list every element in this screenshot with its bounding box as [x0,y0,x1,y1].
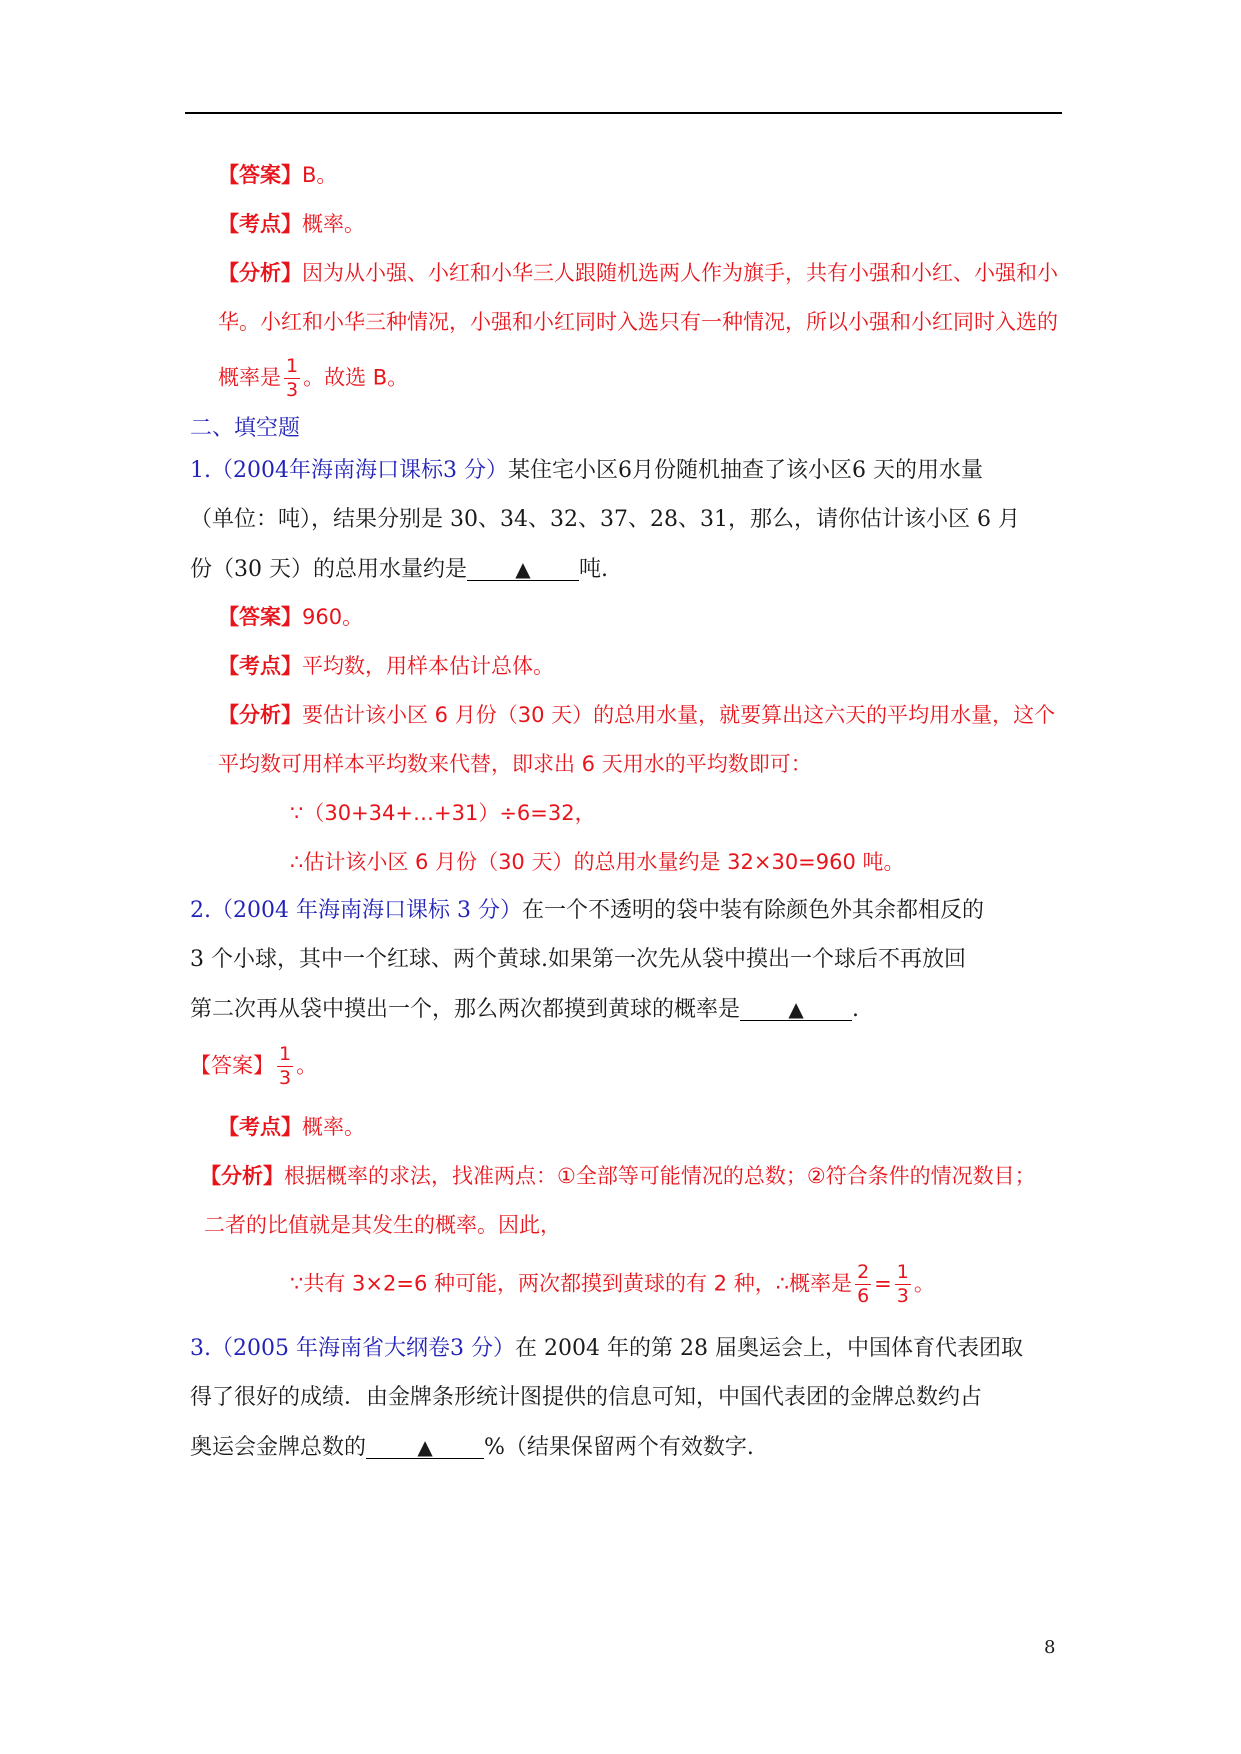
q2-calc-line: ∵共有 3×2=6 种可能，两次都摸到黄球的有 2 种，∴概率是 $\frac{2}{6}$ = $\frac{1}{3}$ 。 [290,1261,935,1307]
q3-number: 3. [190,1336,211,1361]
answer-blank: ▲ [366,1432,484,1459]
point-tag: 【考点】 [218,212,302,236]
q2-number: 2. [190,898,211,923]
answer-tag: 【答案】 [218,163,302,187]
prev-analysis-line2: 华。小红和小华三种情况，小强和小红同时入选只有一种情况，所以小强和小红同时入选的 [218,310,1058,334]
q1-answer: 【答案】960。 [218,605,364,629]
q2-analysis-line1: 【分析】根据概率的求法，找准两点：①全部等可能情况的总数；②符合条件的情况数目； [200,1164,1036,1188]
answer-value: B。 [302,163,338,187]
q3-source: （2005 年海南省大纲卷3 分） [211,1336,515,1361]
header-rule [185,112,1062,114]
q1-calc-line2: ∴估计该小区 6 月份（30 天）的总用水量约是 32×30=960 吨。 [290,850,905,874]
q1-number: 1. [190,458,211,483]
fraction: $\frac{1}{3}$ [896,1261,909,1307]
answer-blank: ▲ [467,554,579,581]
q3-stem-line2: 得了很好的成绩．由金牌条形统计图提供的信息可知，中国代表团的金牌总数约占 [190,1385,983,1410]
q1-analysis-line1: 【分析】要估计该小区 6 月份（30 天）的总用水量，就要算出这六天的平均用水量，这个 [218,703,1056,727]
q3-stem-line3: 奥运会金牌总数的 ▲ %（结果保留两个有效数字. [190,1432,754,1463]
prev-point [218,209,365,239]
fraction: $\frac{1}{3}$ [279,1043,292,1089]
q2-point: 【考点】概率。 [218,1115,365,1139]
analysis-tag: 【分析】 [218,261,302,285]
q2-stem-line3: 第二次再从袋中摸出一个，那么两次都摸到黄球的概率是 ▲ . [190,994,859,1025]
q1-stem-line1: 1.（2004年海南海口课标3 分）某住宅小区6月份随机抽查了该小区6 天的用水量 [190,458,983,483]
answer-blank: ▲ [740,994,852,1021]
prev-analysis-line1: 【分析】因为从小强、小红和小华三人跟随机选两人作为旗手，共有小强和小红、小强和小 [218,261,1058,285]
q3-stem-line1: 3.（2005 年海南省大纲卷3 分）在 2004 年的第 28 届奥运会上，中国体育代表团取 [190,1336,1023,1361]
q1-stem-line2: （单位：吨），结果分别是 30、34、32、37、28、31，那么，请你估计该小区 6 月 [190,507,1020,532]
point-value: 概率。 [302,212,365,236]
q2-stem-line2: 3 个小球，其中一个红球、两个黄球.如果第一次先从袋中摸出一个球后不再放回 [190,947,966,972]
page-number: 8 [1044,1637,1056,1658]
q1-point: 【考点】平均数，用样本估计总体。 [218,654,554,678]
q2-analysis-line2: 二者的比值就是其发生的概率。因此， [204,1213,561,1237]
prev-analysis-line3: 概率是 $\frac{1}{3}$ 。故选 B。 [218,355,409,401]
q1-calc-line1: ∵（30+34+…+31）÷6=32， [290,801,596,825]
q1-source: （2004年海南海口课标3 分） [211,458,508,483]
section-title: 二、填空题 [190,416,301,441]
fraction: $\frac{2}{6}$ [857,1261,870,1307]
q1-analysis-line2: 平均数可用样本平均数来代替，即求出 6 天用水的平均数即可： [218,752,812,776]
q1-stem-line3: 份（30 天）的总用水量约是 ▲ 吨. [190,554,608,585]
q2-answer: 【答案】 $\frac{1}{3}$ 。 [190,1043,318,1089]
prev-answer [218,160,337,190]
q2-stem-line1: 2.（2004 年海南海口课标 3 分）在一个不透明的袋中装有除颜色外其余都相反的 [190,898,984,923]
q2-source: （2004 年海南海口课标 3 分） [211,898,522,923]
fraction: $\frac{1}{3}$ [286,355,299,401]
